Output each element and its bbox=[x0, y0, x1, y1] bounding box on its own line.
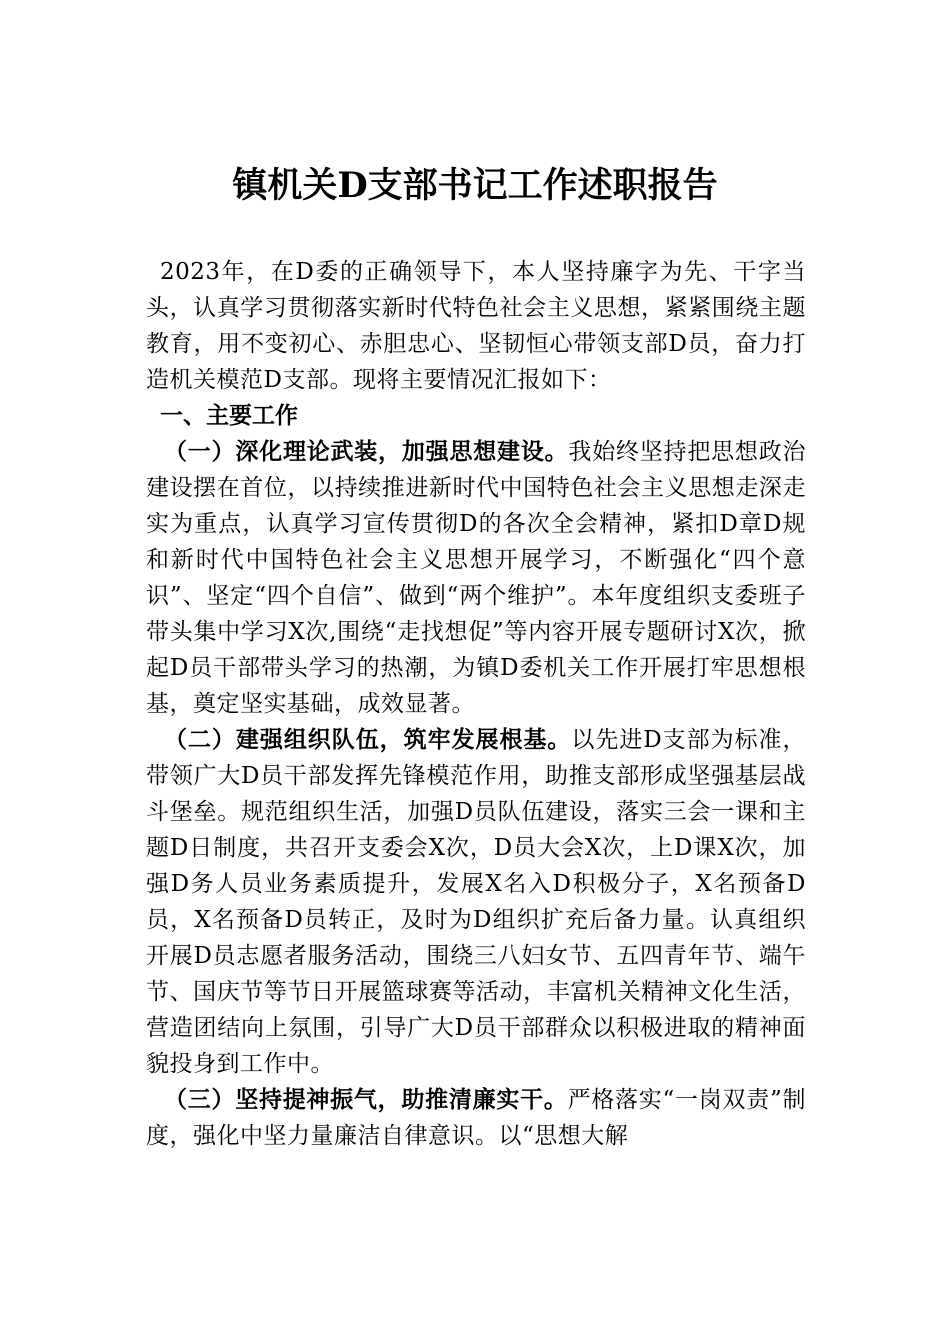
item-text-2: 以先进D支部为标准，带领广大D员干部发挥先锋模范作用，助推支部形成坚强基层战斗堡垒。规范组织生活，加强D员队伍建设，落实三会一课和主题D日制度，共召开支委会X次，D员大会X次，上D课X次，加强D务人员业务素质提升，发展X名入D积极分子，X名预备D员，X名预备D员转正，及时为D组织扩充后备力量。认真组织开展D员志愿者服务活动，围绕三八妇女节、五四青年节、端午节、国庆节等节日开展篮球赛等活动，丰富机关精神文化生活，营造团结向上氛围，引导广大D员干部群众以积极进取的精神面貌投身到工作中。 bbox=[146, 727, 807, 1077]
item-lead-2: （二）建强组织队伍，筑牢发展根基。 bbox=[164, 726, 572, 753]
item-lead-3: （三）坚持提神振气，助推清廉实干。 bbox=[164, 1086, 568, 1113]
intro-paragraph: 2023年，在D委的正确领导下，本人坚持廉字为先、干字当头，认真学习贯彻落实新时代特色社会主义思想，紧紧围绕主题教育，用不变初心、赤胆忠心、坚韧恒心带领支部D员，奋力打造机关模范D支部。现将主要情况汇报如下： bbox=[146, 259, 806, 393]
item-paragraph-2 bbox=[146, 722, 806, 1082]
document-title: 镇机关D支部书记工作述职报告 bbox=[232, 165, 718, 206]
item-paragraph-3 bbox=[146, 1082, 806, 1154]
item-lead-1: （一）深化理论武装，加强思想建设。 bbox=[164, 438, 569, 465]
item-text-1: 我始终坚持把思想政治建设摆在首位，以持续推进新时代中国特色社会主义思想走深走实为重点，认真学习宣传贯彻D的各次全会精神，紧扣D章D规和新时代中国特色社会主义思想开展学习，不断强化“四个意识”、坚定“四个自信”、做到“两个维护”。本年度组织支委班子带头集中学习X次,围绕“走找想促”等内容开展专题研讨X次，掀起D员干部带头学习的热潮，为镇D委机关工作开展打牢思想根基，奠定坚实基础，成效显著。 bbox=[146, 439, 807, 717]
item-text-3: 严格落实“一岗双责”制度，强化中坚力量廉洁自律意识。以“思想大解 bbox=[146, 1087, 806, 1149]
item-paragraph-1 bbox=[146, 434, 806, 722]
document-body bbox=[146, 254, 806, 1154]
section-heading-main-work: 一、主要工作 bbox=[160, 403, 298, 429]
